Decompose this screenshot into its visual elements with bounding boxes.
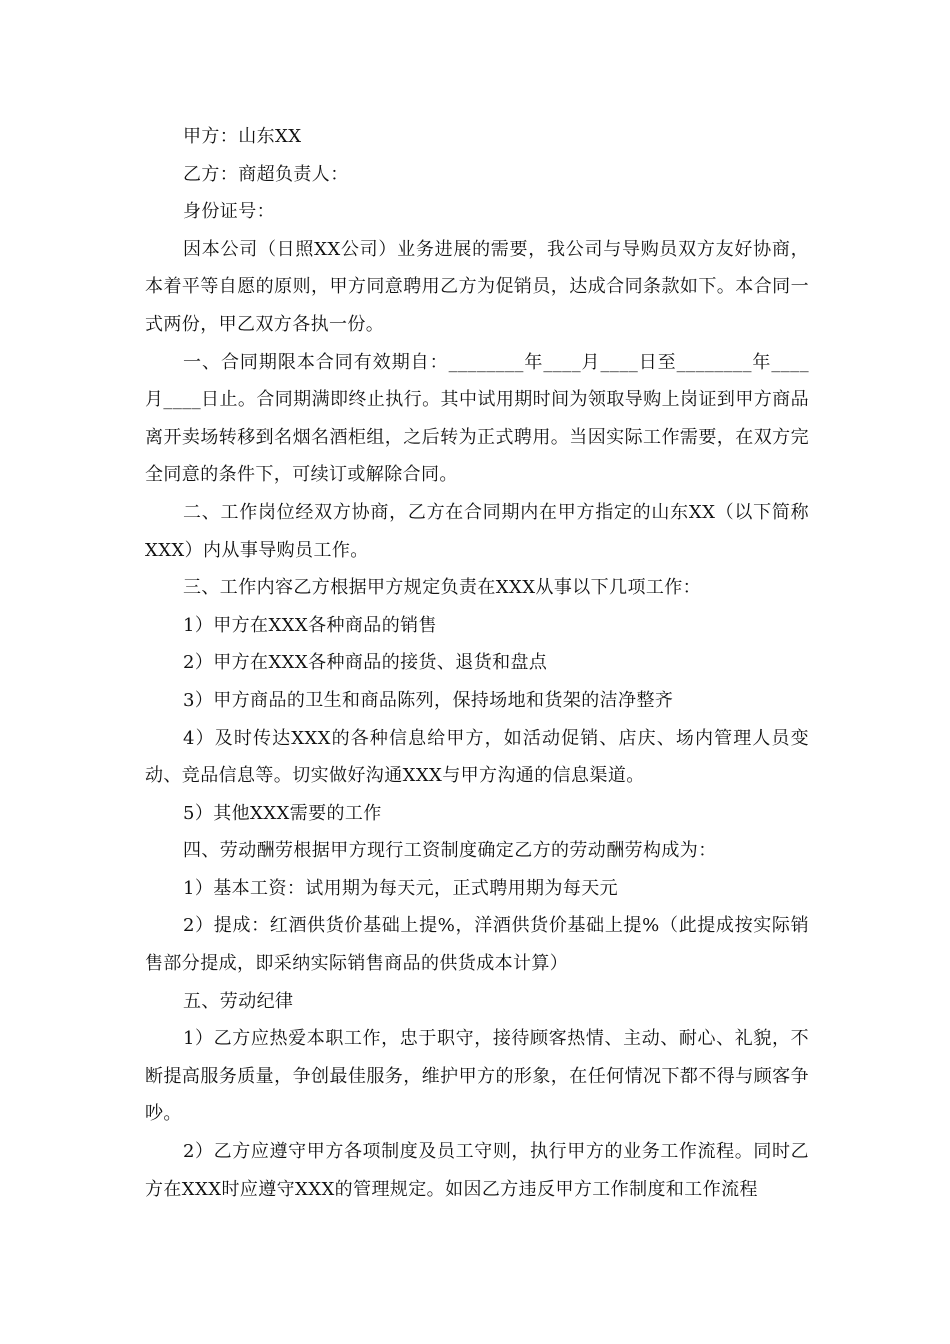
compensation-item-2: 2）提成：红酒供货价基础上提%，洋酒供货价基础上提%（此提成按实际销售部分提成，即采纳实际销售商品的供货成本计算） bbox=[145, 915, 809, 975]
id-number-line: 身份证号： bbox=[183, 201, 275, 223]
contract-document bbox=[145, 118, 809, 1208]
section-5-discipline: 五、劳动纪律 bbox=[183, 990, 294, 1012]
section-4-compensation: 四、劳动酬劳根据甲方现行工资制度确定乙方的劳动酬劳构成为： bbox=[183, 840, 717, 862]
duty-item-4: 4）及时传达XXX的各种信息给甲方，如活动促销、店庆、场内管理人员变动、竞品信息等。切实做好沟通XXX与甲方沟通的信息渠道。 bbox=[145, 727, 809, 787]
duty-item-2: 2）甲方在XXX各种商品的接货、退货和盘点 bbox=[183, 652, 548, 674]
section-2-position: 二、工作岗位经双方协商，乙方在合同期内在甲方指定的山东XX（以下简称XXX）内从事导购员工作。 bbox=[145, 501, 809, 561]
duty-item-1: 1）甲方在XXX各种商品的销售 bbox=[183, 614, 437, 636]
party-b-line: 乙方：商超负责人： bbox=[183, 163, 349, 185]
section-3-duties: 三、工作内容乙方根据甲方规定负责在XXX从事以下几项工作： bbox=[183, 577, 702, 599]
discipline-item-2: 2）乙方应遵守甲方各项制度及员工守则，执行甲方的业务工作流程。同时乙方在XXX时应遵守XXX的管理规定。如因乙方违反甲方工作制度和工作流程 bbox=[145, 1141, 809, 1200]
duty-item-3: 3）甲方商品的卫生和商品陈列，保持场地和货架的洁净整齐 bbox=[183, 689, 674, 711]
section-1-term: 一、合同期限本合同有效期自：________年____月____日至________年____月____日止。合同期满即终止执行。其中试用期时间为领取导购上岗证到甲方商品离开卖场转移到名烟名酒柜组，之后转为正式聘用。当因实际工作需要，在双方完全同意的条件下，可续订或解除合同。 bbox=[145, 351, 809, 486]
party-a-line: 甲方：山东XX bbox=[183, 126, 302, 147]
discipline-item-1: 1）乙方应热爱本职工作，忠于职守，接待顾客热情、主动、耐心、礼貌，不断提高服务质量，争创最佳服务，维护甲方的形象，在任何情况下都不得与顾客争吵。 bbox=[145, 1028, 809, 1125]
duty-item-5: 5）其他XXX需要的工作 bbox=[183, 802, 382, 824]
compensation-item-1: 1）基本工资：试用期为每天元，正式聘用期为每天元 bbox=[183, 877, 619, 899]
intro-paragraph: 因本公司（日照XX公司）业务进展的需要，我公司与导购员双方友好协商，本着平等自愿的原则，甲方同意聘用乙方为促销员，达成合同条款如下。本合同一式两份，甲乙双方各执一份。 bbox=[145, 238, 809, 335]
